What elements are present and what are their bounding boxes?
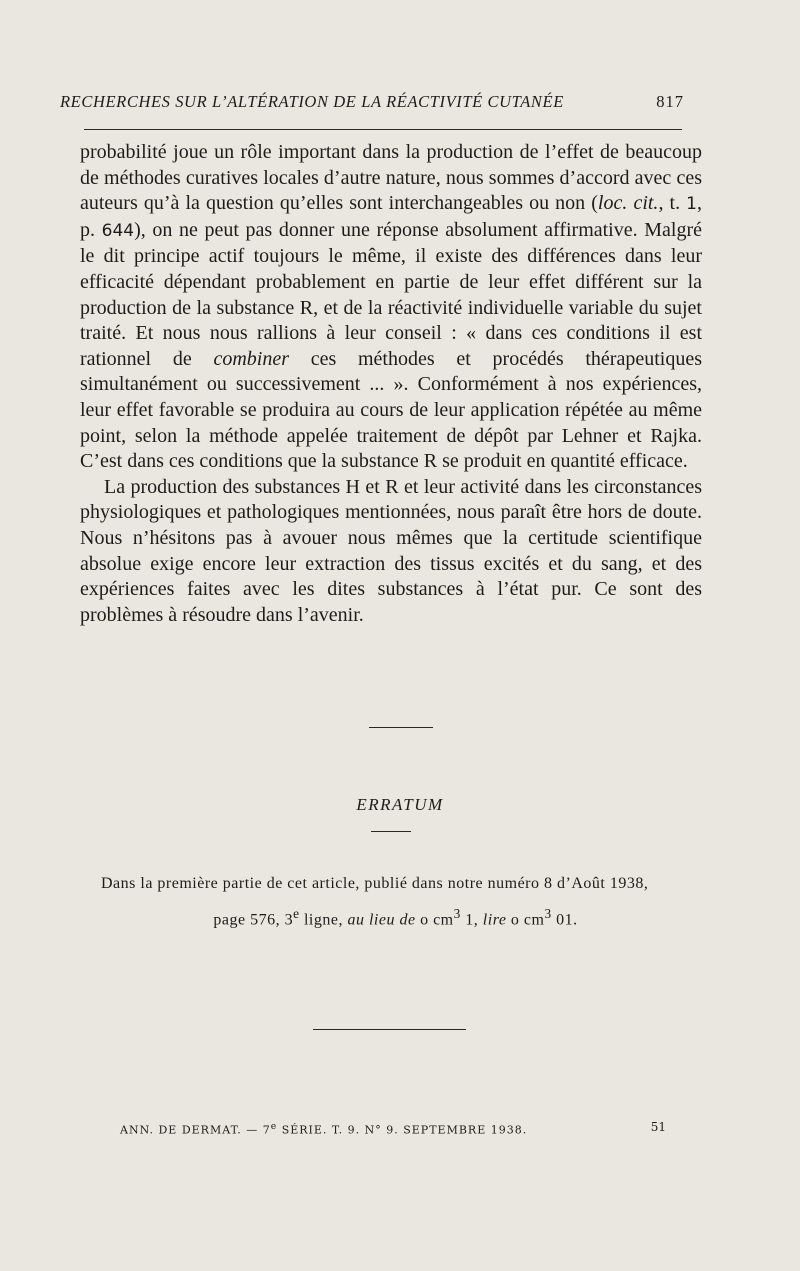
footer-sup: e	[270, 1121, 278, 1132]
header-rule	[84, 129, 682, 130]
end-rule	[313, 1029, 466, 1030]
correction-text-d: 1,	[460, 911, 483, 929]
paragraph-1-text-b: , t.	[658, 192, 687, 215]
paragraph-2: La production des substances H et R et leur activité dans les circonstances physiologiques et pathologiques mentionnées, nous paraît être hors de doute. Nous n’hésitons pas à avouer nous mêmes que la certitude scientifique absolue exige encore leur extraction des tissus excités et du sang, et des expériences faites avec les dites substances à l’état pur. Ce sont des problèmes à résoudre dans l’avenir.	[80, 475, 702, 626]
erratum-correction	[77, 904, 705, 930]
footer-citation-a: ANN. DE DERMAT. — 7	[120, 1123, 271, 1137]
erratum-intro: Dans la première partie de cet article, publié dans notre numéro 8 d’Août 1938,	[101, 875, 649, 892]
correction-text-f: 01.	[551, 911, 578, 929]
paragraph-1-text-c: , p.	[80, 192, 702, 241]
journal-footer	[120, 1121, 666, 1137]
correction-text-a: page 576, 3	[213, 911, 294, 929]
correction-sup-e: e	[293, 906, 300, 921]
footer-citation-b: SÉRIE. T. 9. N° 9. SEPTEMBRE 1938.	[277, 1123, 528, 1137]
correction-text-e: o cm	[506, 911, 545, 929]
tome-number: 1	[686, 194, 697, 215]
section-separator-rule	[369, 727, 433, 728]
correction-au-lieu-de: au lieu de	[347, 911, 416, 929]
article-body	[80, 140, 702, 628]
correction-sup-1: 3	[453, 906, 461, 921]
running-head	[60, 92, 682, 112]
correction-text-b: ligne,	[299, 911, 348, 929]
emphasis-combiner: combiner	[213, 347, 289, 370]
correction-lire: lire	[482, 911, 507, 929]
erratum-body	[77, 874, 705, 930]
running-head-title: RECHERCHES SUR L’ALTÉRATION DE LA RÉACTIVITÉ CUTANÉE	[60, 92, 564, 111]
folio-number: 51	[650, 1120, 666, 1134]
paragraph-1	[80, 140, 702, 475]
paragraph-1-text-e: ces méthodes et procédés thérapeutiques simultanément ou successivement ... ». Conformément à nos expériences, leur effet favorable se produira au cours de leur application répétée au même point, selon la méthode appelée traitement de dépôt par Lehner et Rajka. C’est dans ces conditions que la substance R se produit en quantité efficace.	[80, 347, 702, 473]
erratum-heading: ERRATUM	[356, 795, 444, 814]
paragraph-1-text-a: probabilité joue un rôle important dans la production de l’effet de beaucoup de méthodes curatives locales d’autre nature, nous sommes d’accord avec ces auteurs qu’à la question qu’elles sont interchangeables ou non (	[80, 141, 702, 215]
correction-sup-2: 3	[544, 906, 552, 921]
erratum-heading-rule	[371, 831, 411, 832]
paragraph-1-text-d: ), on ne peut pas donner une réponse absolument affirmative. Malgré le dit principe actif toujours le même, il existe des différences dans leur efficacité dépendant probablement en partie de leur effet différent sur la production de la substance R, et de la réactivité individuelle variable du sujet traité. Et nous nous rallions à leur conseil : « dans ces conditions il est rationnel de	[80, 218, 702, 370]
correction-text-c: o cm	[415, 911, 454, 929]
loc-cit-citation: loc. cit.	[597, 192, 659, 215]
cited-page-number: 644	[101, 220, 135, 241]
page-number: 817	[656, 92, 684, 111]
